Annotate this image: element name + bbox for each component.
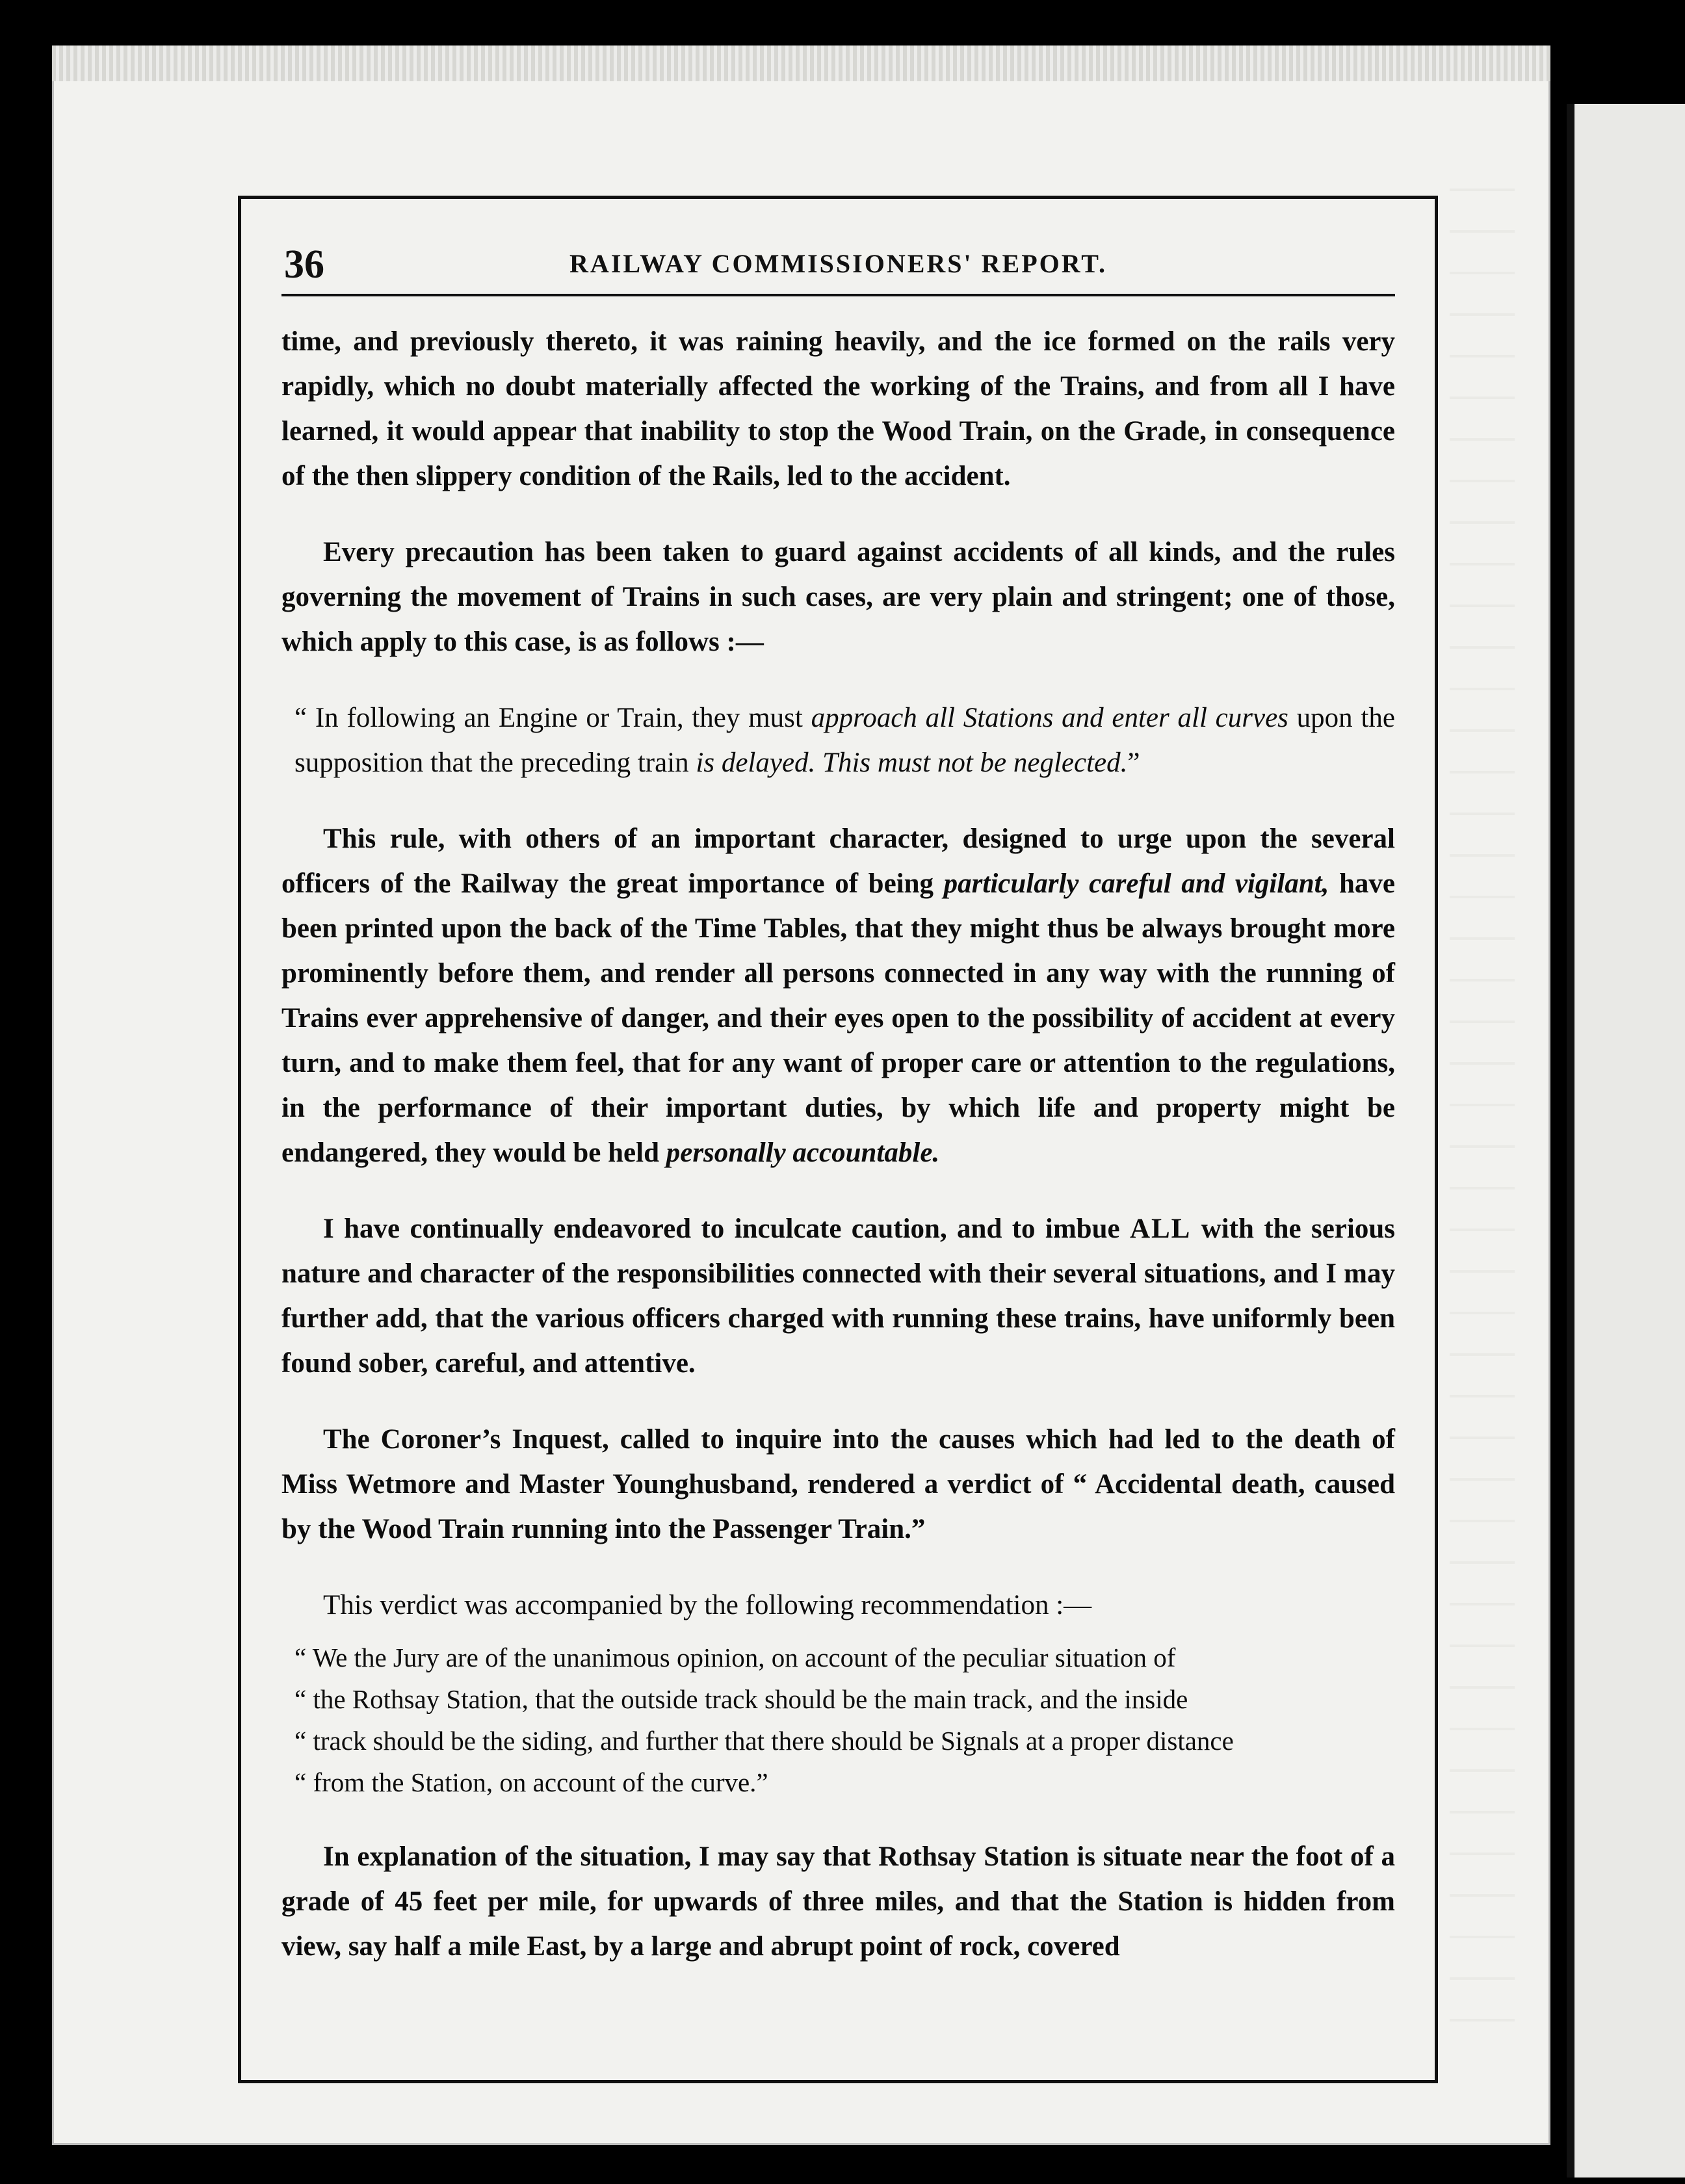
page-edge-strip bbox=[52, 46, 1550, 81]
page-header bbox=[281, 242, 1395, 294]
quoted-rule: “ In following an Engine or Train, they must approach all Stations and enter all curves upon the supposition that the preceding train is delayed. This must not be neglected.” bbox=[294, 703, 1395, 778]
recommendation-line-4: “ from the Station, on account of the curve.” bbox=[294, 1767, 768, 1797]
paragraph-precautions: Every precaution has been taken to guard against accidents of all kinds, and the rules governing the movement of Trains in such cases, are very plain and stringent; one of those, which apply to this case, is as follows :— bbox=[281, 537, 1395, 657]
paragraph-continuation: time, and previously thereto, it was raining heavily, and the ice formed on the rails very rapidly, which no doubt materially affected the working of the Trains, and from all I have learned, it would appear that inability to stop the Wood Train, on the Grade, in consequence of the then slippery condition of the Rails, led to the accident. bbox=[281, 326, 1395, 491]
small-caps-word: ALL bbox=[1129, 1214, 1192, 1244]
paragraph-rule-explanation: This rule, with others of an important character, designed to urge upon the several officers of the Railway the great importance of being particularly careful and vigilant, have been printed upon the back of the Time Tables, that they might thus be always brought more prominently before them, and render all persons connected in any way with the running of Trains ever apprehensive of danger, and their eyes open to the possibility of accident at every turn, and to make them feel, that for any want of proper care or attention to the regulations, in the performance of their important duties, by which life and property might be endangered, they would be held personally accountable. bbox=[281, 824, 1395, 1168]
body-text bbox=[281, 319, 1395, 1969]
text-frame bbox=[238, 196, 1438, 2083]
show-through-bleed bbox=[1450, 150, 1515, 2034]
header-rule bbox=[281, 294, 1395, 296]
paragraph-inquest: The Coroner’s Inquest, called to inquire into the causes which had led to the death of Miss Wetmore and Master Younghusband, rendered a verdict of “ Accidental death, caused by the Wood Train running into the Passenger Train.” bbox=[281, 1424, 1395, 1544]
recommendation-line-2: “ the Rothsay Station, that the outside track should be the main track, and the inside bbox=[294, 1684, 1188, 1714]
scanned-page bbox=[52, 46, 1550, 2145]
paragraph-caution: I have continually endeavored to inculcate caution, and to imbue ALL with the serious nature and character of the responsibilities connected with their several situations, and I may further add, that the various officers charged with running these trains, have uniformly been found sober, careful, and attentive. bbox=[281, 1214, 1395, 1379]
recommendation-line-3: “ track should be the siding, and further that there should be Signals at a proper distance bbox=[294, 1726, 1234, 1756]
emphasis: particularly careful and vigilant, bbox=[943, 868, 1329, 899]
page-number: 36 bbox=[284, 242, 324, 287]
paragraph-verdict-intro: This verdict was accompanied by the following recommendation :— bbox=[323, 1590, 1092, 1620]
running-head: RAILWAY COMMISSIONERS' REPORT. bbox=[569, 249, 1107, 278]
emphasis: This must not be neglected. bbox=[822, 748, 1128, 778]
paragraph-situation: In explanation of the situation, I may say that Rothsay Station is situate near the foot of a grade of 45 feet per mile, for upwards of three miles, and that the Station is hidden from view, say half a mile East, by a large and abrupt point of rock, covered bbox=[281, 1841, 1395, 1962]
emphasis: personally accountable. bbox=[666, 1138, 940, 1168]
scan-border-left bbox=[0, 0, 52, 2184]
adjacent-page-edge bbox=[1567, 104, 1685, 2178]
recommendation-line-1: “ We the Jury are of the unanimous opinion, on account of the peculiar situation of bbox=[294, 1643, 1176, 1672]
emphasis: is delayed. bbox=[696, 748, 816, 778]
emphasis: approach all Stations and enter all curves bbox=[811, 703, 1288, 733]
